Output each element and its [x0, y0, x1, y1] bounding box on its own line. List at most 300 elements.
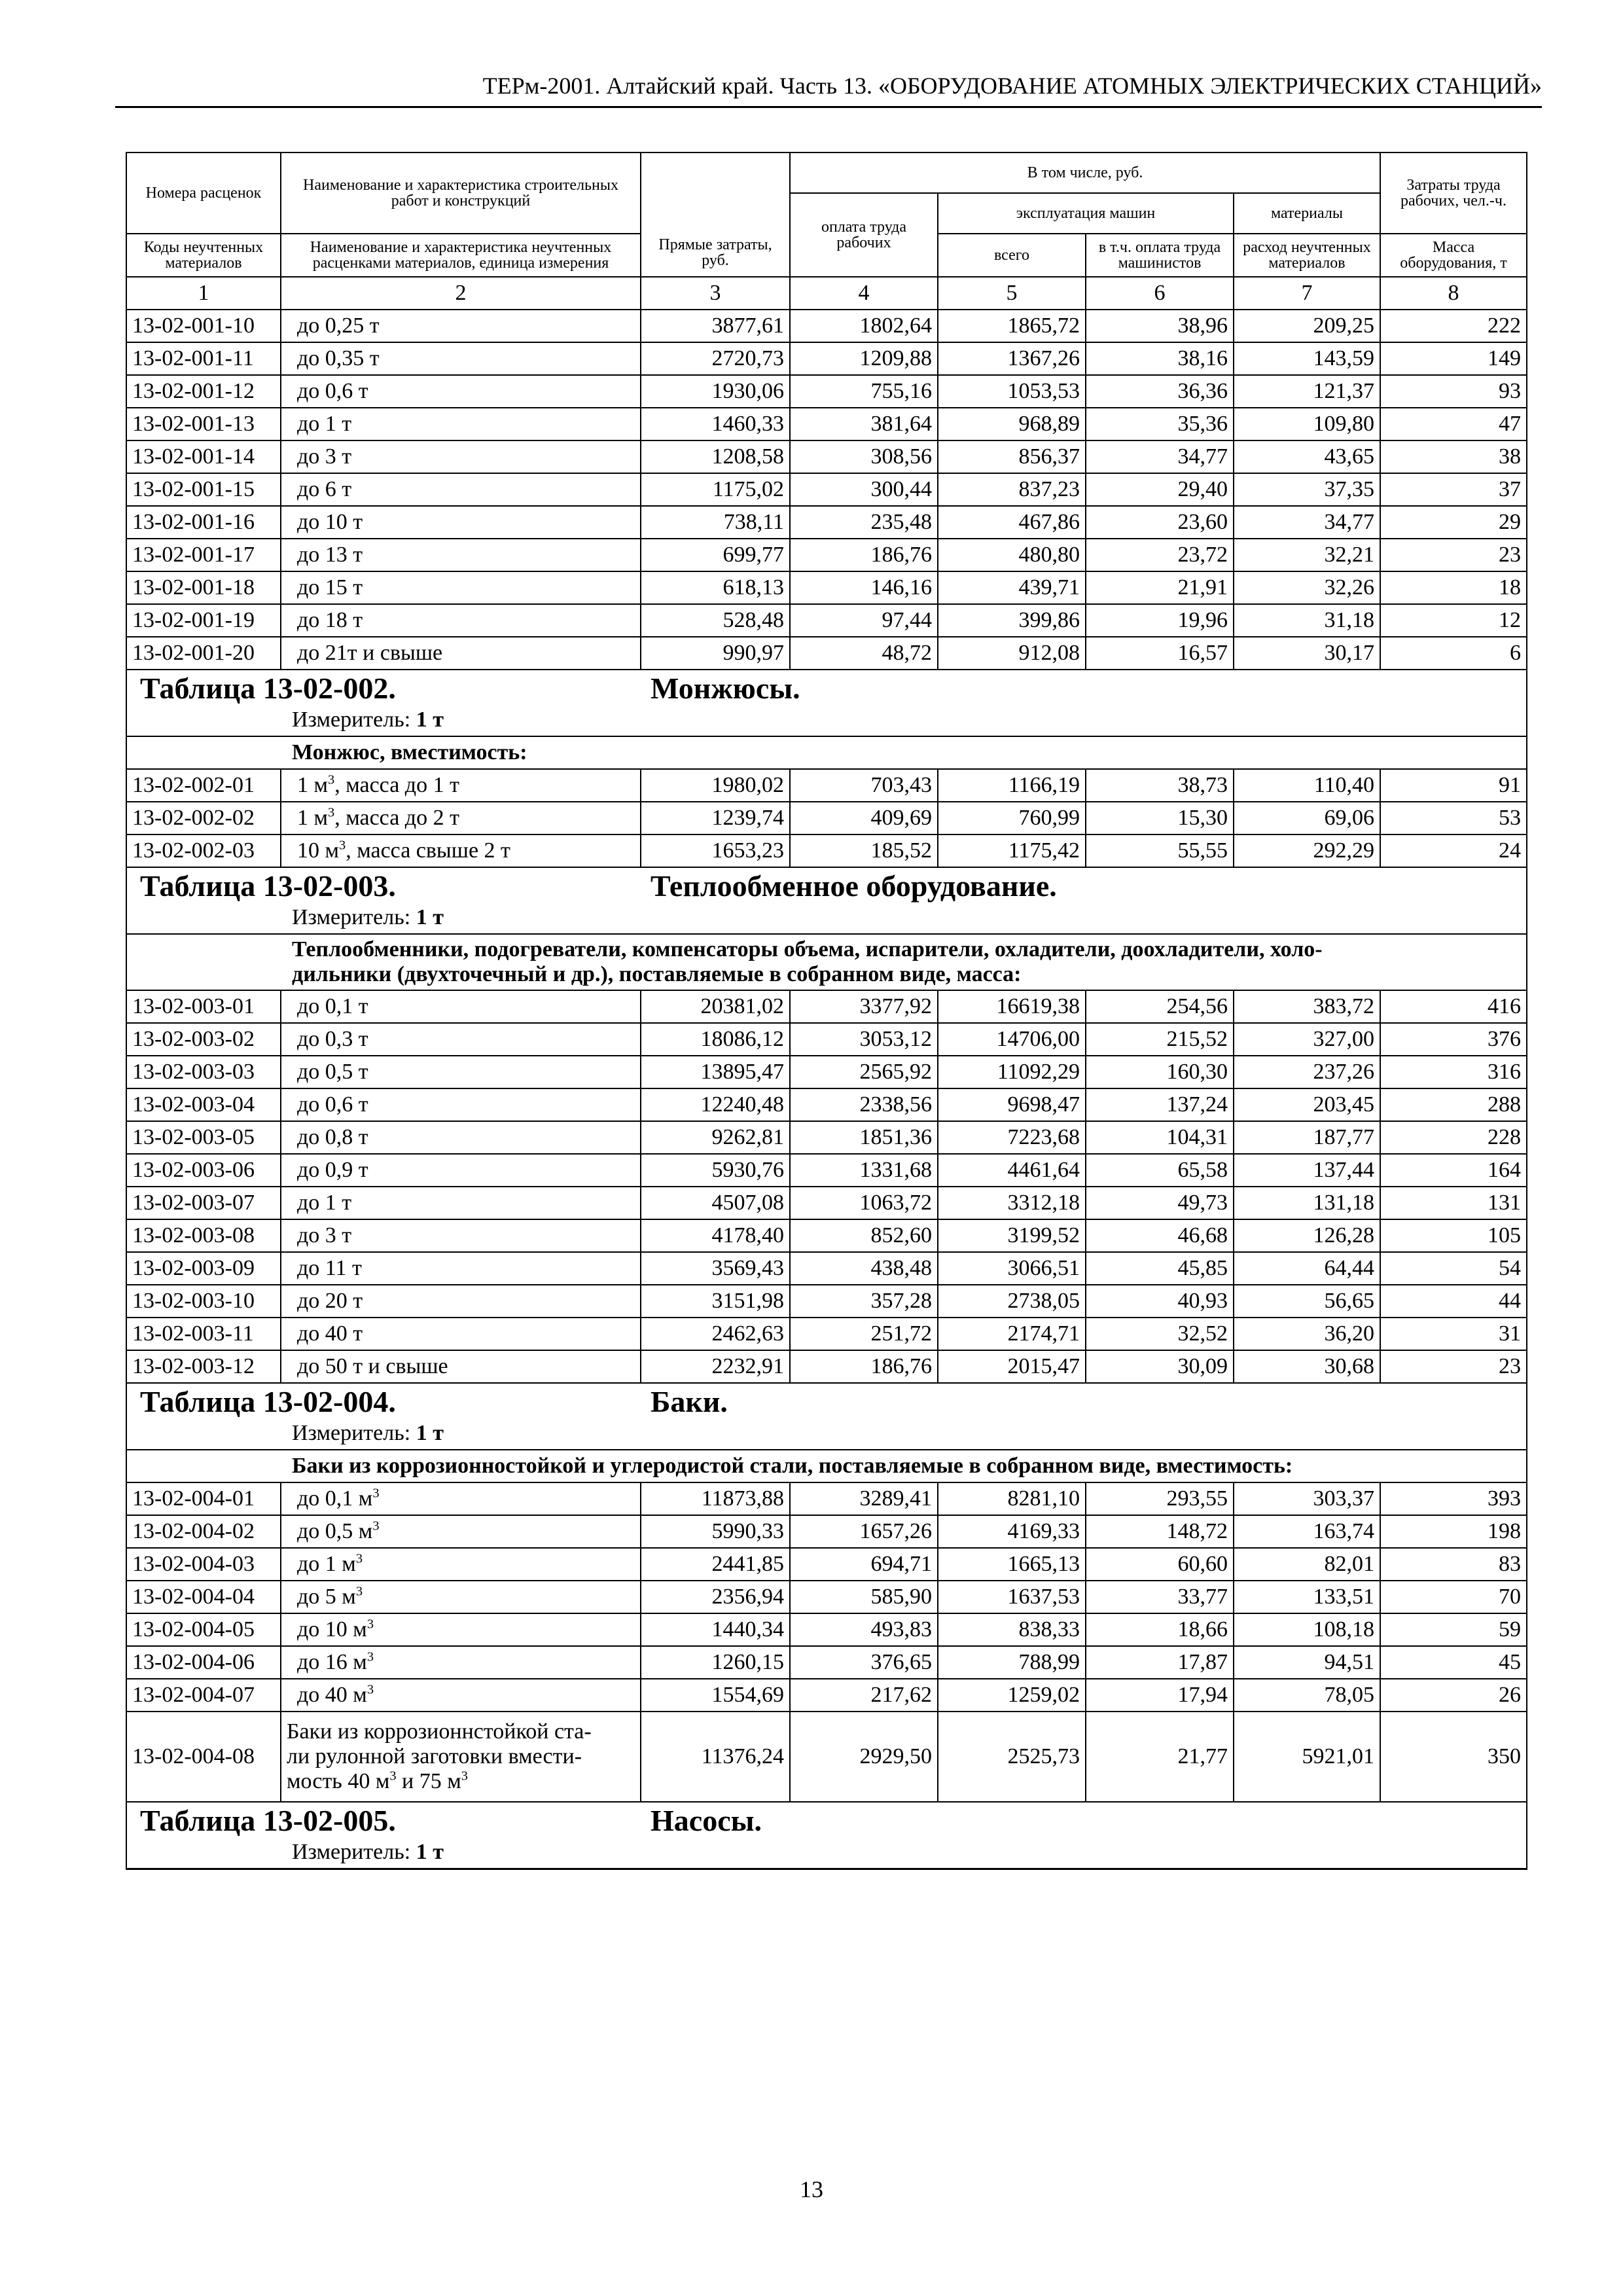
operators-pay-cell: 30,09 — [1086, 1350, 1234, 1383]
mass-cell: 350 — [1380, 1712, 1527, 1802]
mass-cell: 6 — [1380, 637, 1527, 670]
mass-cell: 59 — [1380, 1613, 1527, 1646]
table-row — [126, 990, 1527, 1023]
operators-pay-cell: 38,16 — [1086, 342, 1234, 375]
rate-name-text: до 0,5 м — [297, 1519, 373, 1543]
mass-cell: 416 — [1380, 990, 1527, 1023]
rate-code-cell: 13-02-001-10 — [126, 310, 281, 342]
direct-cost-cell: 1440,34 — [641, 1613, 790, 1646]
materials-cell: 121,37 — [1234, 375, 1380, 408]
rate-name-cell: до 0,5 т — [281, 1056, 641, 1088]
labor-pay-cell: 585,90 — [790, 1581, 938, 1613]
rate-code-cell: 13-02-001-20 — [126, 637, 281, 670]
rate-name-cell: до 40 т — [281, 1318, 641, 1350]
rate-code-cell: 13-02-003-10 — [126, 1285, 281, 1318]
rate-code-cell: 13-02-003-08 — [126, 1219, 281, 1252]
machines-total-cell: 1637,53 — [938, 1581, 1086, 1613]
table-row — [126, 539, 1527, 571]
operators-pay-cell: 293,55 — [1086, 1482, 1234, 1515]
direct-cost-cell: 2462,63 — [641, 1318, 790, 1350]
rate-code-cell: 13-02-004-07 — [126, 1679, 281, 1712]
rate-name-text: до 16 м — [297, 1650, 367, 1674]
group-caption — [126, 1450, 1527, 1482]
table-row — [126, 375, 1527, 408]
unit-exponent: 3 — [366, 1617, 374, 1632]
machines-total-cell: 968,89 — [938, 408, 1086, 440]
rate-name-cell: до 21т и свыше — [281, 637, 641, 670]
table-row — [126, 408, 1527, 440]
operators-header: в т.ч. оплата труда машинистов — [1086, 234, 1234, 277]
rate-name-cell: до 3 т — [281, 440, 641, 473]
table-section-header — [126, 1383, 1527, 1450]
mass-cell: 53 — [1380, 802, 1527, 834]
rate-code-cell: 13-02-004-02 — [126, 1515, 281, 1548]
rate-name-cell — [281, 1646, 641, 1679]
labor-pay-cell: 409,69 — [790, 802, 938, 834]
direct-cost-cell: 1260,15 — [641, 1646, 790, 1679]
direct-cost-cell: 1175,02 — [641, 473, 790, 506]
machines-total-cell: 16619,38 — [938, 990, 1086, 1023]
operators-pay-cell: 17,87 — [1086, 1646, 1234, 1679]
rate-code-cell: 13-02-001-17 — [126, 539, 281, 571]
table-title: Теплообменное оборудование. — [651, 869, 1057, 903]
direct-cost-cell: 1208,58 — [641, 440, 790, 473]
rate-name-cell: до 0,9 т — [281, 1154, 641, 1187]
materials-cell: 137,44 — [1234, 1154, 1380, 1187]
operators-pay-cell: 34,77 — [1086, 440, 1234, 473]
materials-cell: 108,18 — [1234, 1613, 1380, 1646]
machines-total-cell: 837,23 — [938, 473, 1086, 506]
operators-pay-cell: 29,40 — [1086, 473, 1234, 506]
labor-pay-cell: 755,16 — [790, 375, 938, 408]
labor-pay-cell: 703,43 — [790, 769, 938, 802]
rate-code-cell: 13-02-003-11 — [126, 1318, 281, 1350]
materials-cell: 143,59 — [1234, 342, 1380, 375]
materials-cell: 43,65 — [1234, 440, 1380, 473]
rate-name-cell: до 0,1 т — [281, 990, 641, 1023]
rate-code-cell: 13-02-004-08 — [126, 1712, 281, 1802]
direct-cost-cell: 5990,33 — [641, 1515, 790, 1548]
incl-header: В том числе, руб. — [790, 152, 1380, 193]
mass-cell: 222 — [1380, 310, 1527, 342]
rate-code-cell: 13-02-003-06 — [126, 1154, 281, 1187]
section-title-line — [140, 868, 1521, 905]
mass-cell: 149 — [1380, 342, 1527, 375]
table-title: Насосы. — [651, 1804, 762, 1837]
machines-total-cell: 1259,02 — [938, 1679, 1086, 1712]
rate-code-cell: 13-02-003-03 — [126, 1056, 281, 1088]
rate-name-cell — [281, 1482, 641, 1515]
rate-name-cell — [281, 769, 641, 802]
mass-cell: 131 — [1380, 1187, 1527, 1219]
machines-total-cell: 1665,13 — [938, 1548, 1086, 1581]
table-number: Таблица 13-02-004. — [140, 1385, 396, 1418]
operators-pay-cell: 23,72 — [1086, 539, 1234, 571]
labor-pay-cell: 1851,36 — [790, 1121, 938, 1154]
unit-exponent: 3 — [328, 772, 335, 787]
labor-pay-cell: 852,60 — [790, 1219, 938, 1252]
rate-code-cell: 13-02-001-16 — [126, 506, 281, 539]
operators-pay-cell: 65,58 — [1086, 1154, 1234, 1187]
materials-cell: 110,40 — [1234, 769, 1380, 802]
page-number: 13 — [800, 2176, 823, 2202]
direct-cost-cell: 3877,61 — [641, 310, 790, 342]
materials-cell: 303,37 — [1234, 1482, 1380, 1515]
rate-name-cell: до 13 т — [281, 539, 641, 571]
labor-pay-cell: 2338,56 — [790, 1088, 938, 1121]
direct-cost-cell: 699,77 — [641, 539, 790, 571]
machines-total-cell: 1865,72 — [938, 310, 1086, 342]
materials-cell: 383,72 — [1234, 990, 1380, 1023]
col-number: 1 — [126, 277, 281, 310]
table-number: Таблица 13-02-002. — [140, 672, 396, 705]
rate-code-cell: 13-02-001-19 — [126, 604, 281, 637]
labor-pay-cell: 185,52 — [790, 834, 938, 867]
table-section-header — [126, 867, 1527, 934]
table-row — [126, 1056, 1527, 1088]
mass-cell: 70 — [1380, 1581, 1527, 1613]
direct-cost-cell: 738,11 — [641, 506, 790, 539]
table-row — [126, 834, 1527, 867]
machines-total-cell: 480,80 — [938, 539, 1086, 571]
operators-pay-cell: 17,94 — [1086, 1679, 1234, 1712]
rate-name-cell — [281, 834, 641, 867]
rate-code-cell: 13-02-003-07 — [126, 1187, 281, 1219]
machines-total-cell: 1166,19 — [938, 769, 1086, 802]
table-row — [126, 1219, 1527, 1252]
operators-pay-cell: 16,57 — [1086, 637, 1234, 670]
table-row — [126, 1252, 1527, 1285]
materials-cell: 30,68 — [1234, 1350, 1380, 1383]
operators-pay-cell: 35,36 — [1086, 408, 1234, 440]
section-title-line — [140, 1803, 1521, 1839]
direct-cost-cell: 4507,08 — [641, 1187, 790, 1219]
mass-cell: 376 — [1380, 1023, 1527, 1056]
table-row — [126, 637, 1527, 670]
labor-pay-cell: 217,62 — [790, 1679, 938, 1712]
materials-cell: 163,74 — [1234, 1515, 1380, 1548]
direct-cost-cell: 12240,48 — [641, 1088, 790, 1121]
materials-cell: 126,28 — [1234, 1219, 1380, 1252]
section-heading-cell — [126, 1383, 1527, 1450]
operators-pay-cell: 55,55 — [1086, 834, 1234, 867]
measure-value: 1 т — [416, 905, 444, 929]
table-row — [126, 1613, 1527, 1646]
machines-total-cell: 8281,10 — [938, 1482, 1086, 1515]
measure-label: Измеритель: — [292, 1840, 411, 1864]
labor-pay-cell: 146,16 — [790, 571, 938, 604]
measure-value: 1 т — [416, 1840, 444, 1864]
operators-pay-cell: 32,52 — [1086, 1318, 1234, 1350]
measure-label: Измеритель: — [292, 708, 411, 732]
materials-cell: 56,65 — [1234, 1285, 1380, 1318]
labor-pay-cell: 357,28 — [790, 1285, 938, 1318]
rate-code-cell: 13-02-003-12 — [126, 1350, 281, 1383]
mass-header: Масса оборудования, т — [1380, 234, 1527, 277]
labor-pay-cell: 186,76 — [790, 539, 938, 571]
unit-exponent: 3 — [339, 838, 346, 853]
rate-name-text — [287, 1769, 635, 1794]
rate-code-cell: 13-02-001-13 — [126, 408, 281, 440]
direct-cost-cell: 4178,40 — [641, 1219, 790, 1252]
rate-name-cell — [281, 1581, 641, 1613]
rate-name-cell: до 0,6 т — [281, 375, 641, 408]
table-row — [126, 1154, 1527, 1187]
rate-name-cell — [281, 1515, 641, 1548]
direct-cost-cell: 1460,33 — [641, 408, 790, 440]
machines-header: эксплуатация машин — [938, 193, 1234, 234]
rate-name-text: до 10 м — [297, 1617, 367, 1641]
col3-header: Прямые затраты, руб. — [641, 152, 790, 277]
direct-cost-cell: 3569,43 — [641, 1252, 790, 1285]
rate-name-text: до 1 м — [297, 1552, 356, 1576]
rate-name-cell: до 18 т — [281, 604, 641, 637]
direct-cost-cell: 11873,88 — [641, 1482, 790, 1515]
rate-name-cell — [281, 802, 641, 834]
operators-pay-cell: 33,77 — [1086, 1581, 1234, 1613]
rate-code-cell: 13-02-003-09 — [126, 1252, 281, 1285]
rate-name-text: , масса свыше 2 т — [346, 838, 510, 863]
labor-pay-cell: 300,44 — [790, 473, 938, 506]
col2-bottom-header: Наименование и характеристика неучтенных расценками материалов, единица измерения — [281, 234, 641, 277]
operators-pay-cell: 254,56 — [1086, 990, 1234, 1023]
labor-pay-cell: 1063,72 — [790, 1187, 938, 1219]
measure-value: 1 т — [416, 1421, 444, 1445]
mass-cell: 93 — [1380, 375, 1527, 408]
materials-cell: 187,77 — [1234, 1121, 1380, 1154]
rate-code-cell: 13-02-003-01 — [126, 990, 281, 1023]
machines-total-cell: 912,08 — [938, 637, 1086, 670]
table-row — [126, 769, 1527, 802]
machines-total-cell: 7223,68 — [938, 1121, 1086, 1154]
mass-cell: 228 — [1380, 1121, 1527, 1154]
labor-header: оплата труда рабочих — [790, 193, 938, 277]
materials-cell: 32,21 — [1234, 539, 1380, 571]
table-row — [126, 1515, 1527, 1548]
mass-cell: 23 — [1380, 539, 1527, 571]
materials-cell: 237,26 — [1234, 1056, 1380, 1088]
rate-name-cell: до 0,35 т — [281, 342, 641, 375]
materials-cell: 64,44 — [1234, 1252, 1380, 1285]
table-row — [126, 604, 1527, 637]
table-row — [126, 1646, 1527, 1679]
materials-cell: 31,18 — [1234, 604, 1380, 637]
rate-code-cell: 13-02-004-01 — [126, 1482, 281, 1515]
measure-line — [140, 1839, 1521, 1868]
col1-bottom-header: Коды неучтенных материалов — [126, 234, 281, 277]
measure-line — [140, 707, 1521, 736]
rate-name-cell: до 10 т — [281, 506, 641, 539]
labor-pay-cell: 3053,12 — [790, 1023, 938, 1056]
measure-label: Измеритель: — [292, 1421, 411, 1445]
rate-code-cell: 13-02-004-05 — [126, 1613, 281, 1646]
rate-name-text: , масса до 1 т — [334, 773, 459, 797]
rate-name-cell: до 3 т — [281, 1219, 641, 1252]
materials-cell: 327,00 — [1234, 1023, 1380, 1056]
direct-cost-cell: 5930,76 — [641, 1154, 790, 1187]
labor-pay-cell: 381,64 — [790, 408, 938, 440]
direct-cost-cell: 3151,98 — [641, 1285, 790, 1318]
direct-cost-cell: 1930,06 — [641, 375, 790, 408]
mass-cell: 316 — [1380, 1056, 1527, 1088]
materials-bottom-header: расход неучтенных материалов — [1234, 234, 1380, 277]
labor-pay-cell: 48,72 — [790, 637, 938, 670]
machines-total-cell: 11092,29 — [938, 1056, 1086, 1088]
labor-pay-cell: 186,76 — [790, 1350, 938, 1383]
rate-name-cell: до 50 т и свыше — [281, 1350, 641, 1383]
rate-name-cell — [281, 1548, 641, 1581]
mass-cell: 54 — [1380, 1252, 1527, 1285]
mass-cell: 18 — [1380, 571, 1527, 604]
machines-total-cell: 2525,73 — [938, 1712, 1086, 1802]
group-row — [126, 1450, 1527, 1482]
measure-line — [140, 905, 1521, 933]
rate-name-cell: до 15 т — [281, 571, 641, 604]
measure-line — [140, 1420, 1521, 1449]
operators-pay-cell: 104,31 — [1086, 1121, 1234, 1154]
rate-code-cell: 13-02-004-04 — [126, 1581, 281, 1613]
machines-total-cell: 1175,42 — [938, 834, 1086, 867]
machines-total-cell: 2738,05 — [938, 1285, 1086, 1318]
rate-code-cell: 13-02-003-04 — [126, 1088, 281, 1121]
table-title: Баки. — [651, 1385, 728, 1418]
materials-cell: 203,45 — [1234, 1088, 1380, 1121]
mass-cell: 393 — [1380, 1482, 1527, 1515]
unit-exponent: 3 — [366, 1649, 374, 1664]
labor-pay-cell: 1331,68 — [790, 1154, 938, 1187]
rate-name-cell: до 11 т — [281, 1252, 641, 1285]
rate-name-cell: до 20 т — [281, 1285, 641, 1318]
operators-pay-cell: 160,30 — [1086, 1056, 1234, 1088]
group-caption — [126, 934, 1527, 990]
materials-cell: 109,80 — [1234, 408, 1380, 440]
col-number: 6 — [1086, 277, 1234, 310]
operators-pay-cell: 38,96 — [1086, 310, 1234, 342]
materials-cell: 32,26 — [1234, 571, 1380, 604]
measure-label: Измеритель: — [292, 905, 411, 929]
operators-pay-cell: 215,52 — [1086, 1023, 1234, 1056]
unit-exponent: 3 — [355, 1551, 363, 1566]
rate-code-cell: 13-02-002-01 — [126, 769, 281, 802]
col-number: 2 — [281, 277, 641, 310]
table-section-header — [126, 670, 1527, 736]
rate-code-cell: 13-02-001-15 — [126, 473, 281, 506]
labor-pay-cell: 3377,92 — [790, 990, 938, 1023]
table-row — [126, 1581, 1527, 1613]
machines-total-cell: 14706,00 — [938, 1023, 1086, 1056]
materials-cell: 133,51 — [1234, 1581, 1380, 1613]
direct-cost-cell: 2356,94 — [641, 1581, 790, 1613]
machines-total-cell: 3312,18 — [938, 1187, 1086, 1219]
table-row — [126, 342, 1527, 375]
col-number: 5 — [938, 277, 1086, 310]
section-title-line — [140, 1384, 1521, 1420]
mass-cell: 44 — [1380, 1285, 1527, 1318]
rate-code-cell: 13-02-003-02 — [126, 1023, 281, 1056]
direct-cost-cell: 1554,69 — [641, 1679, 790, 1712]
rate-name-cell: до 0,6 т — [281, 1088, 641, 1121]
materials-cell: 131,18 — [1234, 1187, 1380, 1219]
table-row — [126, 1187, 1527, 1219]
machines-total-cell: 2015,47 — [938, 1350, 1086, 1383]
section-heading-cell — [126, 670, 1527, 736]
group-row — [126, 934, 1527, 990]
operators-pay-cell: 45,85 — [1086, 1252, 1234, 1285]
labor-pay-cell: 2929,50 — [790, 1712, 938, 1802]
machines-total-cell: 3066,51 — [938, 1252, 1086, 1285]
machines-total-cell: 4169,33 — [938, 1515, 1086, 1548]
materials-cell: 82,01 — [1234, 1548, 1380, 1581]
rate-name-text: 1 м — [297, 773, 329, 797]
table-row — [126, 802, 1527, 834]
mass-cell: 26 — [1380, 1679, 1527, 1712]
operators-pay-cell: 38,73 — [1086, 769, 1234, 802]
rate-name-text: до 0,1 м — [297, 1486, 373, 1511]
table-row — [126, 1121, 1527, 1154]
table-row — [126, 1548, 1527, 1581]
direct-cost-cell: 990,97 — [641, 637, 790, 670]
unit-exponent: 3 — [372, 1518, 380, 1534]
rate-name-cell: до 1 т — [281, 408, 641, 440]
machines-total-cell: 856,37 — [938, 440, 1086, 473]
operators-pay-cell: 21,91 — [1086, 571, 1234, 604]
rate-name-part: мость 40 м — [287, 1769, 390, 1793]
rates-table — [126, 152, 1527, 1870]
materials-cell: 209,25 — [1234, 310, 1380, 342]
unit-exponent: 3 — [366, 1682, 374, 1697]
rate-name-text: , масса до 2 т — [334, 806, 459, 830]
rate-code-cell: 13-02-001-18 — [126, 571, 281, 604]
machines-total-cell: 4461,64 — [938, 1154, 1086, 1187]
table-number: Таблица 13-02-003. — [140, 869, 396, 903]
labor-pay-cell: 1802,64 — [790, 310, 938, 342]
unit-exponent: 3 — [328, 805, 335, 820]
table-row — [126, 440, 1527, 473]
rate-name-cell — [281, 1679, 641, 1712]
running-header — [115, 71, 1542, 108]
mass-cell: 91 — [1380, 769, 1527, 802]
machines-total-cell: 3199,52 — [938, 1219, 1086, 1252]
rate-name-cell: до 0,8 т — [281, 1121, 641, 1154]
materials-cell: 94,51 — [1234, 1646, 1380, 1679]
rate-code-cell: 13-02-004-03 — [126, 1548, 281, 1581]
materials-cell: 78,05 — [1234, 1679, 1380, 1712]
direct-cost-cell: 13895,47 — [641, 1056, 790, 1088]
labor-pay-cell: 2565,92 — [790, 1056, 938, 1088]
machines-total-cell: 1367,26 — [938, 342, 1086, 375]
machines-total-cell: 1053,53 — [938, 375, 1086, 408]
machines-total-cell: 838,33 — [938, 1613, 1086, 1646]
section-heading-cell — [126, 1802, 1527, 1869]
machines-total-cell: 9698,47 — [938, 1088, 1086, 1121]
materials-cell: 34,77 — [1234, 506, 1380, 539]
operators-pay-cell: 19,96 — [1086, 604, 1234, 637]
col-number: 4 — [790, 277, 938, 310]
col-number: 7 — [1234, 277, 1380, 310]
section-title-line — [140, 670, 1521, 707]
direct-cost-cell: 2720,73 — [641, 342, 790, 375]
labor-pay-cell: 308,56 — [790, 440, 938, 473]
operators-pay-cell: 15,30 — [1086, 802, 1234, 834]
group-row — [126, 736, 1527, 769]
mass-cell: 38 — [1380, 440, 1527, 473]
operators-pay-cell: 46,68 — [1086, 1219, 1234, 1252]
operators-pay-cell: 36,36 — [1086, 375, 1234, 408]
running-title: ТЕРм-2001. Алтайский край. Часть 13. «ОБОРУДОВАНИЕ АТОМНЫХ ЭЛЕКТРИЧЕСКИХ СТАНЦИЙ» — [482, 73, 1542, 99]
table-row — [126, 1712, 1527, 1802]
mass-cell: 105 — [1380, 1219, 1527, 1252]
direct-cost-cell: 18086,12 — [641, 1023, 790, 1056]
